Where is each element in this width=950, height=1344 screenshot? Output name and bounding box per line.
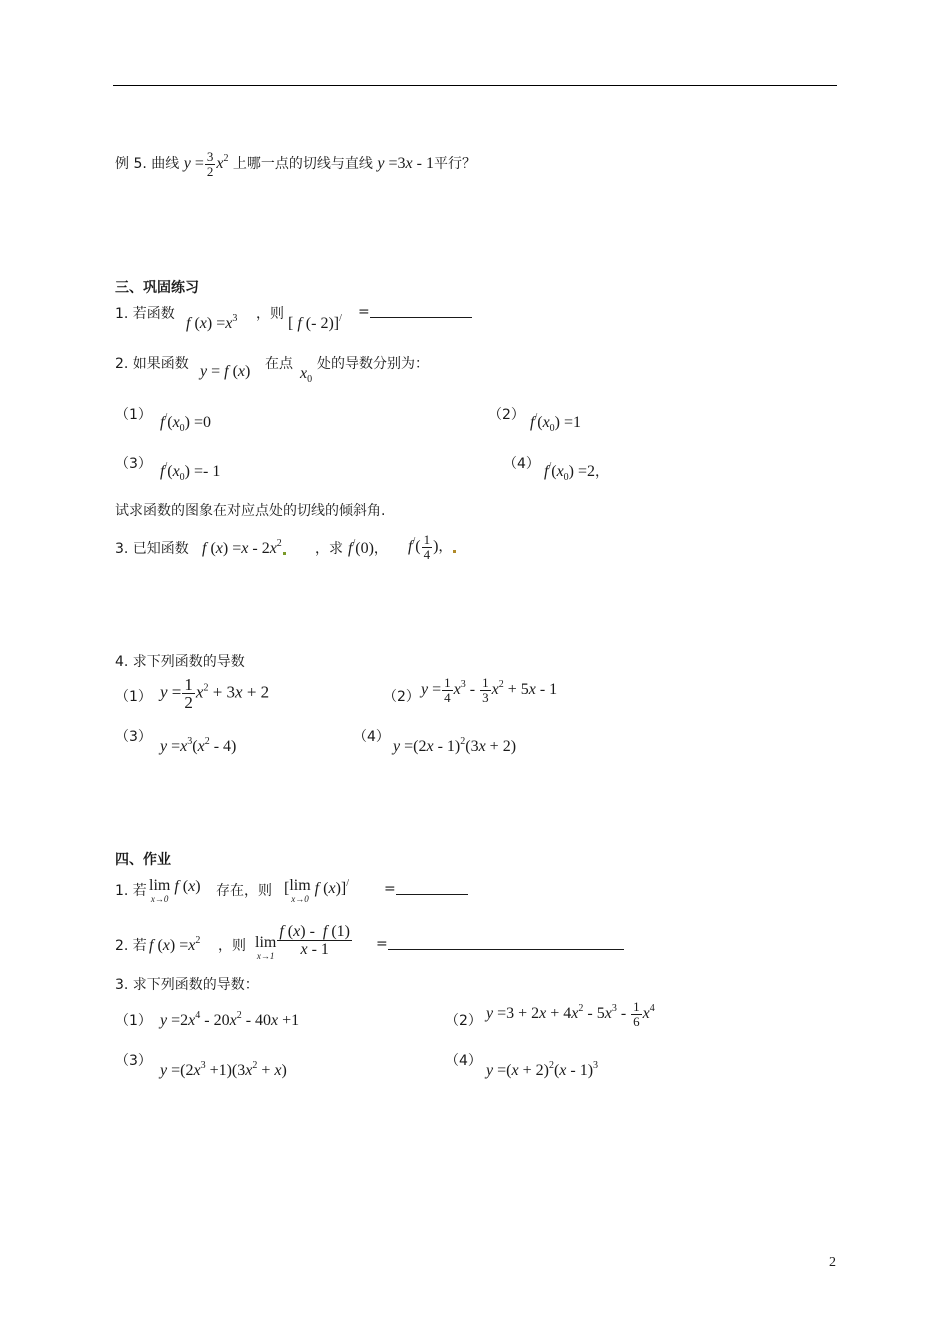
exercise-2-opt4-formula: $f^/(x_0) =2$， [544,461,610,483]
homework-1-limit: lim x→0 f (x) [149,877,201,904]
exercise-1-answer-blank[interactable] [370,303,472,318]
exercise-3-mid: ，求 [315,541,343,557]
homework-2-function: f $(x) =x^2$ [149,935,201,954]
exercise-2-opt3-formula: $f^/(x_0) =- 1$ [160,461,221,483]
homework-2-mid: ，则 [218,938,246,954]
exercise-2-question: 试求函数的图象在对应点处的切线的倾斜角. [115,503,386,519]
example-5-lead: 例 5. 曲线 [115,156,180,173]
exercise-2-opt1-formula: $f^/(x_0) =0$ [160,412,212,434]
section-3-title: 三、巩固练习 [115,280,199,296]
homework-1-equals [384,880,468,897]
page-number: 2 [829,1255,836,1270]
exercise-2-lead: 2. 如果函数 [115,356,189,372]
exercise-3-lead: 3. 已知函数 [115,541,189,557]
exercise-1 [115,303,175,323]
exercise-1-function: f $(x) =x^3$ [186,313,238,332]
exercise-4-opt4-label: （4） [353,729,390,745]
exercise-3-function: f $(x) =x - 2x^2$ [202,538,287,558]
homework-3-opt2-label: （2） [445,1013,482,1029]
exercise-2-point: $x_0$ [300,365,313,385]
exercise-2-opt1-label: （1） [115,407,152,423]
exercise-2-opt2-formula: $f^/(x_0) =1$ [530,412,582,434]
exercise-2-mid: 在点 [265,356,293,372]
exercise-4-opt1-label: （1） [115,689,152,705]
homework-2-lead: 2. 若 [115,938,147,954]
homework-3-opt3-label: （3） [115,1053,152,1069]
example-5-curve-formula: y = $\frac{3}{2}$ $x^2$ [183,149,229,179]
exercise-4-opt4-formula: y =(2x - 1)$^2$(3x + 2) [393,736,517,755]
exercise-1-equals-sign: = [358,304,370,320]
exercise-4-opt2-formula: y = $\frac{1}{4}$ $x^3$ - $\frac{1}{3}$ $x^2 + 5x - 1$ [421,675,558,705]
homework-1-equals-sign: = [384,881,396,897]
homework-3-opt1-label: （1） [115,1013,152,1029]
mark-dot [453,550,456,553]
exercise-4-title: 4. 求下列函数的导数 [115,654,245,670]
homework-2-equals-sign: = [376,936,388,952]
example-5-mid: 上哪一点的切线与直线 [232,156,373,173]
example-5-tail: 平行？ [433,156,476,173]
homework-3-opt3-formula: $y =(2x^3 +1)(3x^2 + x)$ [160,1060,287,1079]
exercise-1-then: ，则 [256,306,284,322]
exercise-2-opt3-label: （3） [115,456,152,472]
exercise-4-opt2-label: （2） [383,689,420,705]
homework-1-answer-blank[interactable] [396,880,468,895]
homework-2-equals [376,935,624,952]
section-4-title: 四、作业 [115,852,171,868]
homework-1-lead: 1. 若 [115,883,147,899]
homework-3-title: 3. 求下列函数的导数： [115,977,259,993]
homework-1-mid: 存在，则 [216,883,272,899]
homework-3-opt1-formula: $y =2x^4 - 20x^2 - 40x +1$ [160,1010,300,1029]
homework-3-opt2-formula: $y =3 + 2x + 4x^2 - 5x^3$ - $\frac{1}{6}$ $x^4$ [486,999,655,1029]
homework-3-opt4-formula: $y =(x + 2)^2(x - 1)^3$ [486,1060,599,1079]
exercise-4-opt3-label: （3） [115,729,152,745]
exercise-1-derivative: [ f (- 2)]/ [288,313,342,332]
example-5 [115,150,476,179]
header-rule [113,85,837,86]
exercise-4-opt1-formula: y = $\frac{1}{2}$ $x^2 + 3x + 2$ [160,675,270,712]
exercise-2-opt2-label: （2） [488,407,525,423]
exercise-1-lead: 1. 若函数 [115,306,175,322]
exercise-4-opt3-formula: $y =x^3(x^2 - 4)$ [160,736,237,755]
exercise-2-tail: 处的导数分别为： [317,356,429,372]
mark-dot [283,552,286,555]
exercise-3-fquarter: f/( $\frac{1}{4}$ )， [408,533,457,562]
exercise-3-f0: f/(0)， [348,538,388,557]
homework-1-derivative: [lim x→0 f (x)]/ [284,877,349,904]
homework-3-opt4-label: （4） [445,1053,482,1069]
exercise-1-equals [358,303,472,320]
example-5-line-formula: y =3x - 1 [377,155,434,173]
exercise-2-opt4-label: （4） [503,456,540,472]
exercise-2-function: y = f (x) [200,363,251,380]
homework-2-answer-blank[interactable] [388,935,624,950]
homework-2-limit: lim x→1 $\frac{f (x) - f (1)}{x - 1}$ [255,923,350,961]
